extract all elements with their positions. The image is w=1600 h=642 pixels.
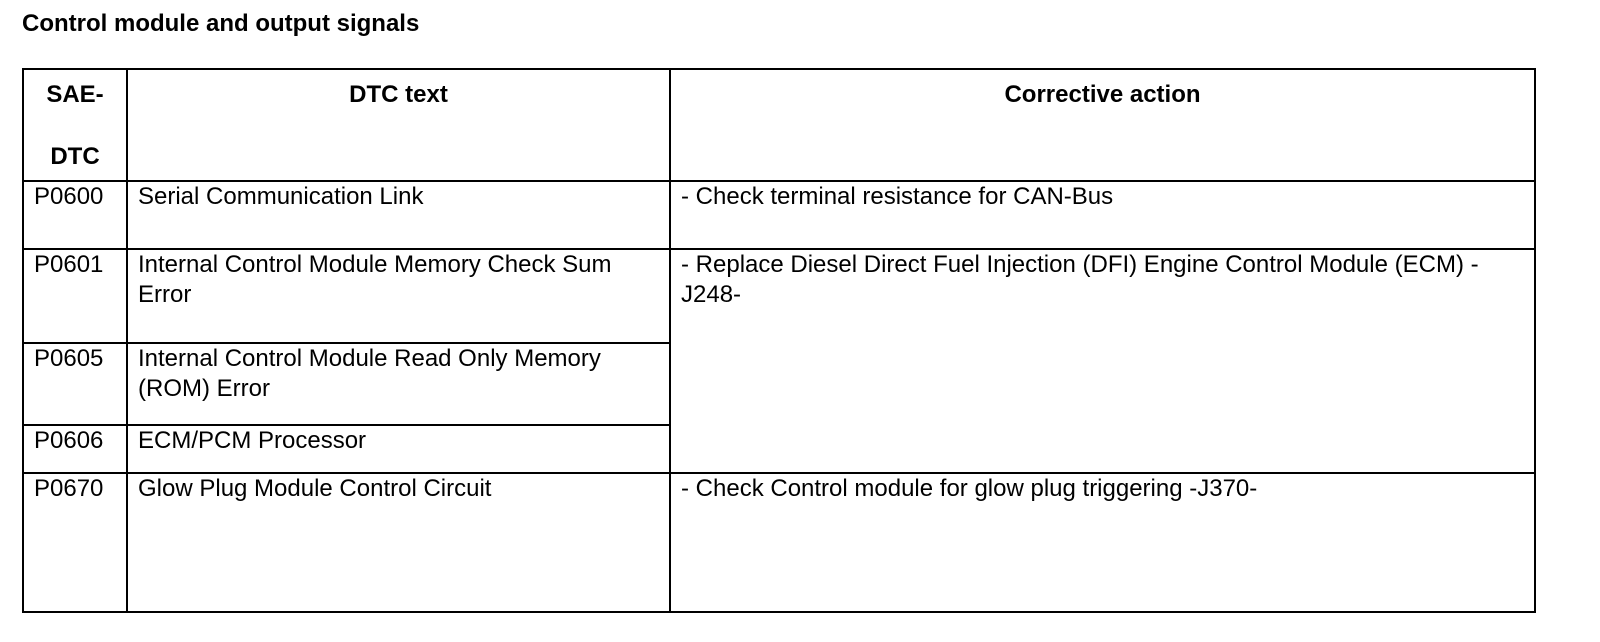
header-sae-dtc-line1: SAE- xyxy=(46,81,104,108)
table-header-row xyxy=(23,69,1535,181)
corrective-action: - Replace Diesel Direct Fuel Injection (DFI) Engine Control Module (ECM) -J248- xyxy=(670,249,1535,473)
dtc-code: P0601 xyxy=(23,249,127,343)
page-title: Control module and output signals xyxy=(22,10,420,37)
dtc-text: Internal Control Module Memory Check Sum Error xyxy=(127,249,670,343)
dtc-text: Glow Plug Module Control Circuit xyxy=(127,473,670,612)
table-row xyxy=(23,473,1535,612)
header-corrective-action: Corrective action xyxy=(670,69,1535,181)
table-row xyxy=(23,249,1535,343)
header-sae-dtc-line2: DTC xyxy=(50,143,100,170)
dtc-code: P0600 xyxy=(23,181,127,249)
dtc-code: P0605 xyxy=(23,343,127,425)
corrective-action: - Check terminal resistance for CAN-Bus xyxy=(670,181,1535,249)
dtc-code: P0670 xyxy=(23,473,127,612)
corrective-action: - Check Control module for glow plug triggering -J370- xyxy=(670,473,1535,612)
table-row xyxy=(23,181,1535,249)
dtc-table xyxy=(22,68,1536,613)
dtc-code: P0606 xyxy=(23,425,127,473)
dtc-text: ECM/PCM Processor xyxy=(127,425,670,473)
dtc-text: Serial Communication Link xyxy=(127,181,670,249)
header-dtc-text: DTC text xyxy=(127,69,670,181)
header-sae-dtc xyxy=(23,69,127,181)
dtc-text: Internal Control Module Read Only Memory (ROM) Error xyxy=(127,343,670,425)
